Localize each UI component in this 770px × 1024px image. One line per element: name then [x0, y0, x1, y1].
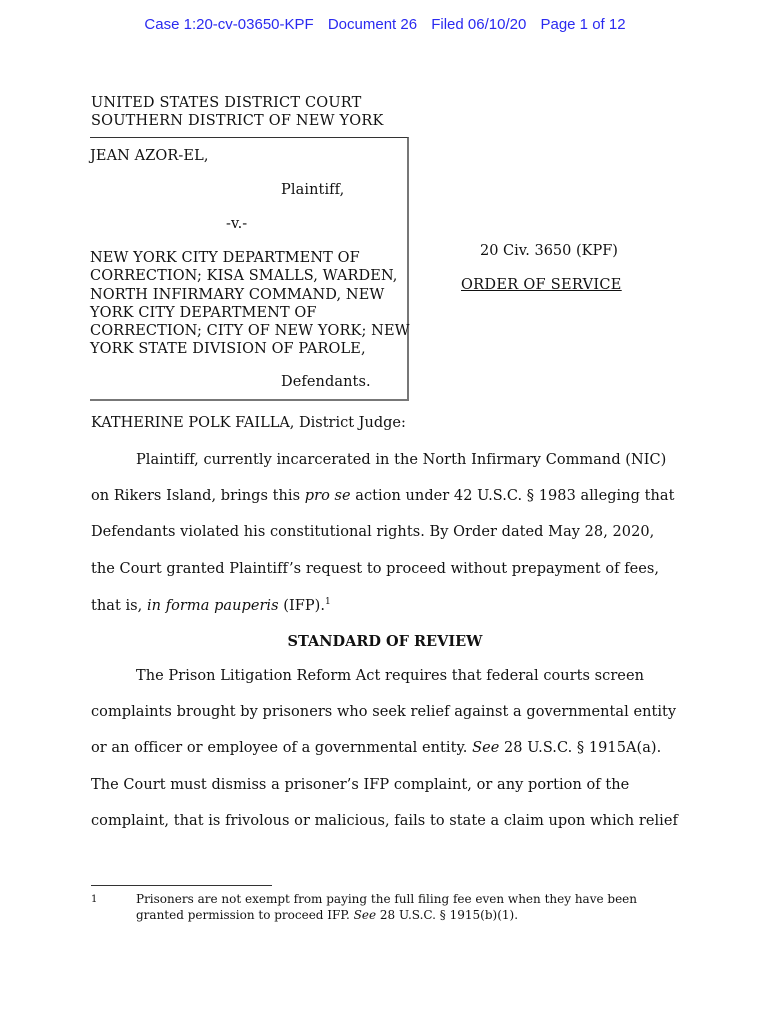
footnote-reference[interactable]: 1 [325, 597, 331, 607]
paragraph-line: complaint, that is frivolous or malicious, fails to state a claim upon which relief [91, 813, 678, 829]
paragraph-line: Defendants violated his constitutional rights. By Order dated May 28, 2020, [91, 524, 655, 540]
judge-line: KATHERINE POLK FAILLA, District Judge: [91, 415, 406, 431]
stamp-filed-date: Filed 06/10/20 [431, 16, 527, 33]
footnote-line [136, 908, 518, 922]
citation-signal: See [353, 908, 377, 922]
italic-term: in forma pauperis [147, 597, 279, 614]
versus-label: -v.- [226, 216, 248, 232]
plaintiff-name: JEAN AZOR-EL, [90, 148, 209, 164]
defendant-line: NEW YORK CITY DEPARTMENT OF [90, 250, 360, 266]
text-run: granted permission to proceed IFP. [136, 908, 354, 922]
italic-term: pro se [304, 488, 351, 504]
paragraph-line: The Prison Litigation Reform Act requires that federal courts screen [136, 668, 644, 684]
stamp-page-number: Page 1 of 12 [540, 16, 626, 33]
defendant-line: CORRECTION; CITY OF NEW YORK; NEW [90, 323, 410, 340]
plaintiff-role: Plaintiff, [281, 182, 345, 198]
paragraph-line [91, 740, 661, 756]
court-district: SOUTHERN DISTRICT OF NEW YORK [91, 113, 384, 129]
court-heading [91, 94, 384, 130]
case-number: 20 Civ. 3650 (KPF) [480, 243, 618, 259]
defendant-line: YORK CITY DEPARTMENT OF [90, 304, 317, 321]
filing-stamp [0, 16, 770, 33]
paragraph-line: The Court must dismiss a prisoner’s IFP complaint, or any portion of the [91, 777, 630, 793]
text-run: 28 U.S.C. § 1915A(a). [499, 740, 662, 756]
text-run: on Rikers Island, brings this [91, 488, 305, 504]
defendant-line: NORTH INFIRMARY COMMAND, NEW [90, 286, 385, 303]
footnote-divider [91, 885, 272, 886]
defendant-line: CORRECTION; KISA SMALLS, WARDEN, [90, 268, 398, 285]
footnote-line: Prisoners are not exempt from paying the full filing fee even when they have been [136, 892, 638, 906]
paragraph-line [91, 488, 674, 504]
court-name: UNITED STATES DISTRICT COURT [91, 95, 362, 111]
paragraph-line [91, 597, 331, 614]
defendant-line: YORK STATE DIVISION OF PAROLE, [90, 341, 366, 358]
text-run: that is, [91, 597, 147, 614]
defendants-list [90, 249, 410, 359]
footnote-number: 1 [91, 894, 98, 905]
stamp-document-number: Document 26 [327, 16, 418, 33]
section-heading: STANDARD OF REVIEW [287, 633, 483, 650]
text-run: (IFP). [278, 597, 326, 614]
paragraph-line: complaints brought by prisoners who seek relief against a governmental entity [91, 704, 677, 720]
text-run: action under 42 U.S.C. § 1983 alleging that [350, 488, 675, 504]
citation-signal: See [472, 740, 500, 756]
paragraph-line: the Court granted Plaintiff’s request to proceed without prepayment of fees, [91, 561, 660, 577]
paragraph-line: Plaintiff, currently incarcerated in the North Infirmary Command (NIC) [136, 452, 667, 468]
order-title: ORDER OF SERVICE [461, 277, 622, 293]
case-caption [90, 137, 409, 401]
text-run: 28 U.S.C. § 1915(b)(1). [376, 908, 519, 922]
stamp-case-number: Case 1:20-cv-03650-KPF [144, 16, 314, 33]
text-run: or an officer or employee of a governmental entity. [91, 740, 473, 756]
defendants-role: Defendants. [281, 374, 371, 390]
